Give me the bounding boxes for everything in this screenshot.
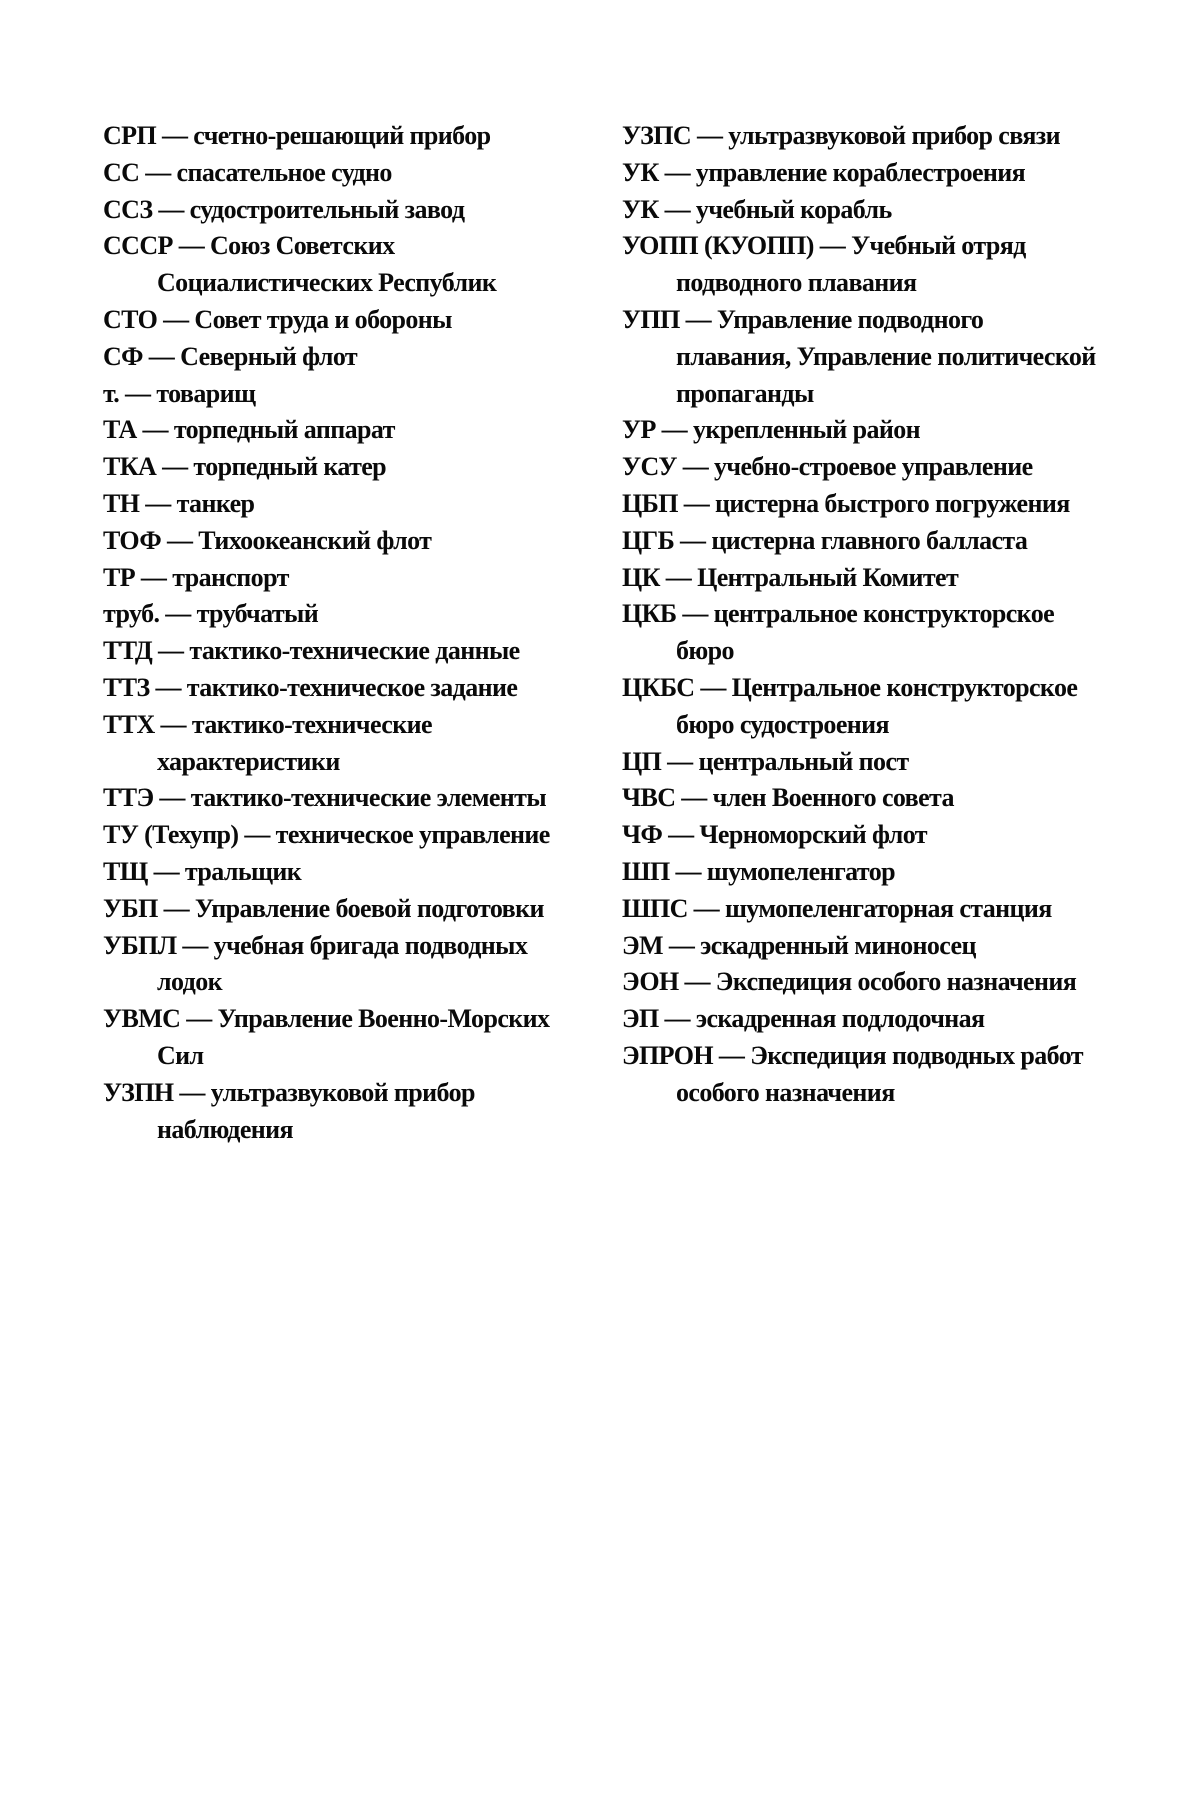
glossary-right-column (622, 118, 1100, 1112)
glossary-entry: СССР — Союз Советских Социалистических Республик (103, 231, 497, 298)
glossary-entry: СФ — Северный флот (103, 341, 358, 371)
glossary-entry: УЗПС — ультразвуковой прибор связи (622, 121, 1061, 150)
glossary-entry: УК — управление кораблестроения (622, 157, 1026, 187)
glossary-entry: ТТЭ — тактико-технические элементы (103, 783, 547, 813)
glossary-entry: ЭПРОН — Экспедиция подводных работ особого назначения (622, 1040, 1083, 1107)
glossary-entry: ТТД — тактико-технические данные (103, 636, 520, 666)
glossary-entry: ЦП — центральный пост (622, 746, 909, 776)
glossary-entry: ЭМ — эскадренный миноносец (622, 930, 976, 960)
glossary-entry: УК — учебный корабль (622, 194, 892, 224)
glossary-entry: УР — укрепленный район (622, 415, 921, 445)
glossary-entry: ЧВС — член Военного совета (622, 783, 954, 813)
glossary-entry: ЭП — эскадренная подлодочная (622, 1004, 985, 1034)
glossary-entry: ЦГБ — цистерна главного балласта (622, 525, 1028, 555)
glossary-entry: ЦКБС — Центральное конструкторское бюро судостроения (622, 672, 1078, 739)
glossary-entry: ТОФ — Тихоокеанский флот (103, 525, 432, 555)
glossary-entry: ТР — транспорт (103, 562, 289, 592)
glossary-entry: УБПЛ — учебная бригада подводных лодок (103, 930, 528, 997)
glossary-entry: УВМС — Управление Военно-Морских Сил (103, 1004, 550, 1070)
glossary-entry: ТТЗ — тактико-техническое задание (103, 672, 518, 702)
glossary-left-column (103, 118, 573, 1148)
glossary-entry: ШП — шумопеленгатор (622, 856, 896, 886)
glossary-entry: ТУ (Техупр) — техническое управление (103, 820, 550, 850)
glossary-entry: ТЩ — тральщик (103, 856, 302, 886)
glossary-entry: СС — спасательное судно (103, 157, 392, 187)
glossary-entry: СРП — счетно-решающий прибор (103, 121, 491, 150)
glossary-entry: ТА — торпедный аппарат (103, 415, 395, 445)
glossary-entry: УСУ — учебно-строевое управление (622, 452, 1033, 482)
glossary-entry: УПП — Управление подводного плавания, Управление политической пропаганды (622, 304, 1096, 408)
glossary-entry: т. — товарищ (103, 378, 256, 408)
glossary-entry: ЧФ — Черноморский флот (622, 820, 927, 850)
glossary-entry: ЭОН — Экспедиция особого назначения (622, 967, 1077, 997)
glossary-entry: ЦБП — цистерна быстрого погружения (622, 488, 1070, 518)
glossary-entry: ТН — танкер (103, 488, 255, 518)
glossary-entry: ТКА — торпедный катер (103, 452, 387, 482)
glossary-entry: ТТХ — тактико-технические характеристики (103, 709, 432, 776)
glossary-entry: УБП — Управление боевой подготовки (103, 893, 544, 923)
glossary-entry: УЗПН — ультразвуковой прибор наблюдения (103, 1077, 475, 1144)
glossary-entry: УОПП (КУОПП) — Учебный отряд подводного плавания (622, 231, 1026, 298)
glossary-entry: ЦКБ — центральное конструкторское бюро (622, 599, 1055, 666)
glossary-entry: труб. — трубчатый (103, 599, 319, 629)
glossary-entry: ЦК — Центральный Комитет (622, 562, 959, 592)
glossary-entry: СТО — Совет труда и обороны (103, 304, 452, 334)
glossary-entry: ШПС — шумопеленгаторная станция (622, 893, 1052, 923)
glossary-entry: ССЗ — судостроительный завод (103, 194, 465, 224)
